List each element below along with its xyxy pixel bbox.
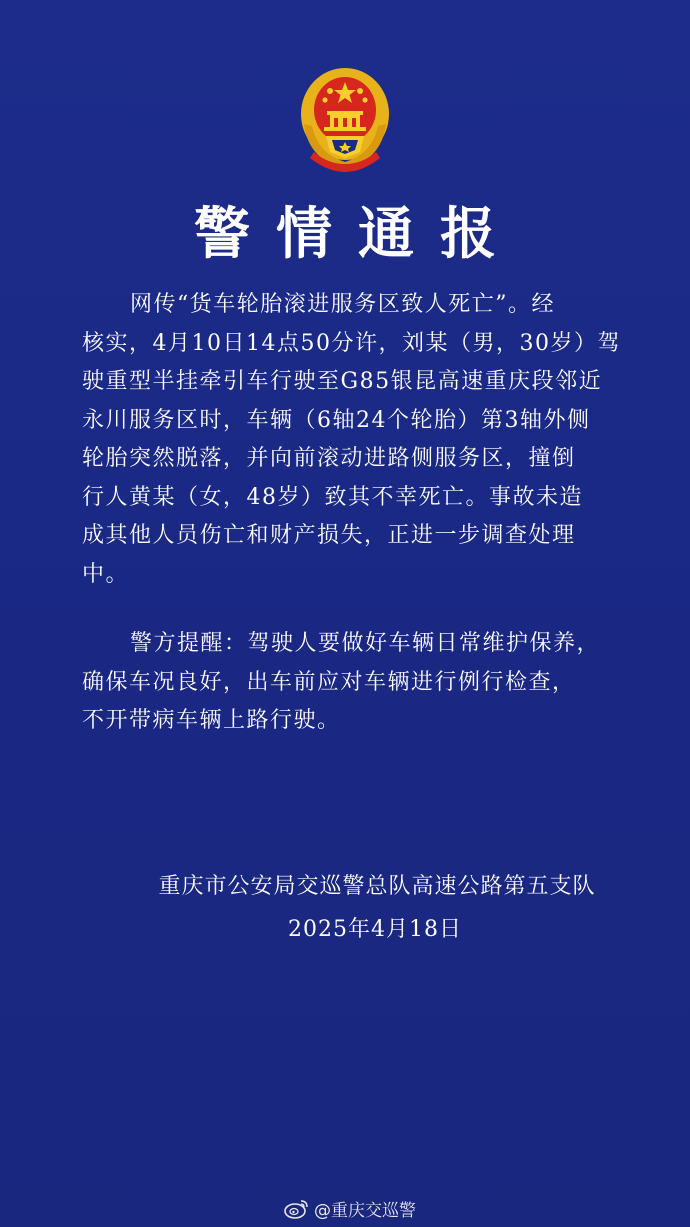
watermark-text: @重庆交巡警 bbox=[314, 1200, 416, 1221]
weibo-watermark bbox=[284, 1196, 416, 1220]
police-emblem-icon bbox=[298, 64, 392, 174]
paragraph-line: 永川服务区时，车辆（6轴24个轮胎）第3轴外侧 bbox=[82, 407, 591, 433]
paragraph-line: 成其他人员伤亡和财产损失，正进一步调查处理 bbox=[82, 523, 576, 548]
paragraph-line: 核实，4月10日14点50分许，刘某（男，30岁）驾 bbox=[82, 330, 621, 356]
paragraph-line: 确保车况良好，出车前应对车辆进行例行检查， bbox=[82, 669, 576, 695]
paragraph-line: 轮胎突然脱落，并向前滚动进路侧服务区，撞倒 bbox=[82, 446, 576, 471]
signature-organization: 重庆市公安局交巡警总队高速公路第五支队 bbox=[158, 874, 596, 899]
paragraph-line: 不开带病车辆上路行驶。 bbox=[82, 708, 341, 733]
notice-paragraph-2 bbox=[82, 625, 610, 741]
notice-paragraph-1 bbox=[82, 286, 621, 594]
page-title: 警情通报 bbox=[194, 202, 522, 267]
paragraph-line: 行人黄某（女，48岁）致其不幸死亡。事故未造 bbox=[82, 484, 583, 510]
paragraph-line: 驶重型半挂牵引车行驶至G85银昆高速重庆段邻近 bbox=[82, 369, 603, 394]
paragraph-line: 中。 bbox=[82, 561, 130, 587]
paragraph-line: 网传“货车轮胎滚进服务区致人死亡”。经 bbox=[130, 292, 555, 317]
paragraph-line: 警方提醒：驾驶人要做好车辆日常维护保养， bbox=[130, 631, 601, 656]
signature-date: 2025年4月18日 bbox=[288, 917, 462, 942]
weibo-icon bbox=[284, 1197, 310, 1219]
